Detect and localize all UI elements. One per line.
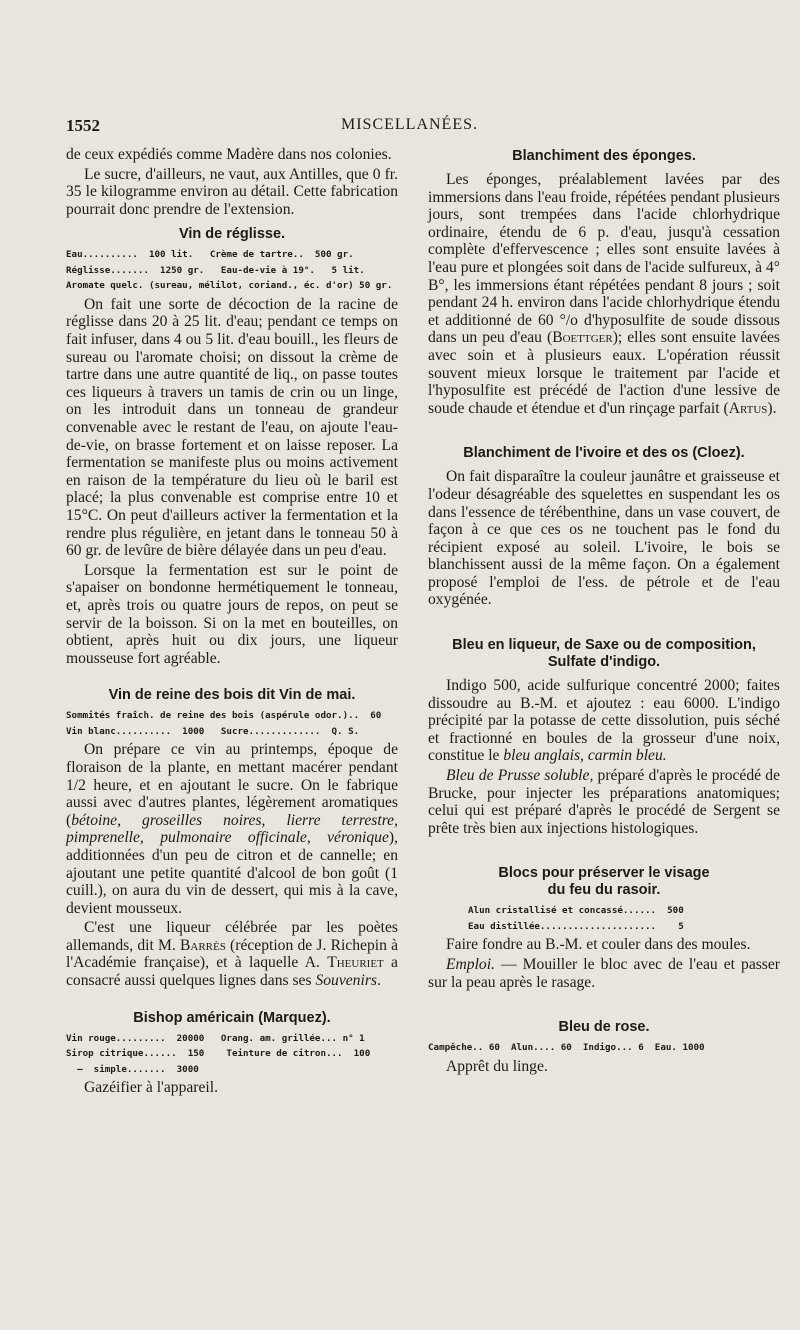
body-paragraph: C'est une liqueur célébrée par les poètes allemands, dit M. Barrès (réception de J. Richepin à l'Académie française), et à laquelle A. Theuriet a consacré aussi quelques lignes dans ses Souvenirs. bbox=[66, 919, 398, 990]
section-title-bleu-liqueur: Bleu en liqueur, de Saxe ou de composition, bbox=[452, 637, 756, 654]
section-title-blocs: Blocs pour préserver le visage bbox=[498, 865, 710, 882]
body-paragraph: On prépare ce vin au printemps, époque de floraison de la plante, en mettant macérer pendant 1/2 heure, et en ajoutant le sucre. On le fabrique aussi avec d'autres plantes, légèrement aromatiques (bétoine, groseilles noires, lierre terrestre, pimprenelle, pulmonaire officinale, véronique), additionnées d'un peu de citron et de cannelle; en ajoutant une petite quantité d'alcool de bon goût (1 cuill.), on aura du vin de dessert, qui mis à la cave, devient mousseux. bbox=[66, 741, 398, 917]
body-paragraph: On fait une sorte de décoction de la racine de réglisse dans 20 à 25 lit. d'eau; pendant ce temps on fait infuser, dans 4 ou 5 lit. d'eau bouill., les fleurs de sureau ou l'aromate choisi; on dissout la crème de tartre dans une autre quantité de liq., on passe toutes ces liqueurs à travers un tamis de crin ou un linge, on les introduit dans un tonneau de grandeur convenable avec le restant de l'eau, on ajoute l'eau-de-vie, on brasse fortement et on laisse reposer. La fermentation se manifeste plus ou moins activement en raison de la température du lieu où le baril est placé; la plus convenable est comprise entre 10 et 15°C. On peut d'ailleurs activer la fermentation et la rendre plus régulière, en jetant dans le tonneau 50 à 60 gr. de levûre de bière délayée dans un peu d'eau. bbox=[66, 295, 398, 560]
recipe-line: Eau distillée..................... 5 bbox=[468, 920, 684, 932]
running-title: MISCELLANÉES. bbox=[341, 116, 478, 133]
section-title-eponges: Blanchiment des éponges. bbox=[512, 148, 696, 164]
left-column bbox=[66, 146, 398, 1099]
recipe-line: Vin rouge......... 20000 Orang. am. grillée... n° 1 bbox=[66, 1032, 365, 1044]
body-paragraph: Bleu de Prusse soluble, préparé d'après le procédé de Brucke, pour injecter les préparations anatomiques; celui qui est préparé d'après le procédé de Sergent se prête très bien aux injections histologiques. bbox=[428, 767, 780, 837]
recipe-line: Sirop citrique...... 150 Teinture de citron... 100 bbox=[66, 1048, 371, 1060]
recipe-line: Campêche.. 60 Alun.... 60 Indigo... 6 Eau. 1000 bbox=[428, 1042, 705, 1054]
recipe-line: Sommités fraîch. de reine des bois (aspérule odor.).. 60 bbox=[66, 710, 382, 722]
section-title-vin-reglisse: Vin de réglisse. bbox=[178, 226, 286, 243]
recipe-line: — simple....... 3000 bbox=[66, 1063, 199, 1075]
recipe-line: Vin blanc.......... 1000 Sucre............. Q. S. bbox=[66, 725, 360, 737]
recipe-line: Aromate quelc. (sureau, mélilot, coriand., éc. d'or) 50 gr. bbox=[66, 280, 393, 292]
recipe-line: Eau.......... 100 lit. Crème de tartre.. 500 gr. bbox=[66, 249, 354, 261]
body-paragraph: On fait disparaître la couleur jaunâtre et graisseuse et l'odeur désagréable des squelettes en suspendant les os dans l'essence de térébenthine, dans un vase couvert, de façon à ce que ces os ne touchent pas le fond du récipient exposé au soleil. L'ivoire, le bois se blanchissent aussi de la même façon. On a également proposé l'emploi de l'ess. de pétrole et de l'eau oxygénée. bbox=[428, 468, 780, 609]
body-paragraph: Les éponges, préalablement lavées par des immersions dans l'eau froide, répétées pendant plusieurs jours, sont trempées dans l'acide chlorhydrique ordinaire, étendu de 6 p. d'eau, jusqu'à cessation complète d'effervescence ; elles sont ensuite lavées à l'eau pure et plongées soit dans de l'acide sulfureux, à 4° B°, les immersions étant répétées pendant 8 jours ; soit pendant 24 h. environ dans l'acide chlorhydrique étendu et additionné de 60 °/o d'hyposulfite de soude dissous dans un peu d'eau (Boettger); elles sont ensuite lavées avec soin et à plusieurs eaux. L'opération réussit souvent mieux lorsque le traitement par l'acide et l'hyposulfite est précédé de l'action d'une lessive de soude chaude et étendue et d'un rinçage parfait (Artus). bbox=[428, 171, 780, 417]
body-paragraph: Lorsque la fermentation est sur le point de s'apaiser on bondonne hermétiquement le tonneau, et, après trois ou quatre jours de repos, on peut se servir de la boisson. Si on la met en bouteilles, on obtient, après huit ou dix jours, une liqueur mousseuse fort agréable. bbox=[66, 561, 398, 667]
body-paragraph: Faire fondre au B.-M. et couler dans des moules. bbox=[446, 936, 751, 954]
body-paragraph: Emploi. — Mouiller le bloc avec de l'eau et passer sur la peau après le rasage. bbox=[428, 956, 780, 991]
running-header bbox=[66, 116, 786, 138]
page-number: 1552 bbox=[66, 116, 100, 135]
recipe-line: Réglisse....... 1250 gr. Eau-de-vie à 19°. 5 lit. bbox=[66, 264, 365, 276]
recipe-line: Alun cristallisé et concassé...... 500 bbox=[468, 905, 684, 917]
section-title-bleu-rose: Bleu de rose. bbox=[558, 1019, 650, 1036]
intro-paragraph-2: Le sucre, d'ailleurs, ne vaut, aux Antilles, que 0 fr. 35 le kilogramme environ au détail. Cette fabrication pourrait donc prendre de l'extension. bbox=[66, 165, 398, 218]
body-paragraph: Indigo 500, acide sulfurique concentré 2000; faites dissoudre au B.-M. et ajoutez : eau 6000. L'indigo précipité par la potasse de cette dissolution, puis séché et fractionné en boules de la grosseur d'une noix, constitue le bleu anglais, carmin bleu. bbox=[428, 677, 780, 765]
section-title-bishop: Bishop américain (Marquez). bbox=[133, 1009, 331, 1026]
section-title-ivoire: Blanchiment de l'ivoire et des os (Cloez). bbox=[463, 445, 745, 462]
section-subtitle-bleu-liqueur: Sulfate d'indigo. bbox=[547, 654, 661, 671]
body-paragraph: Gazéifier à l'appareil. bbox=[84, 1079, 218, 1097]
intro-paragraph-1: de ceux expédiés comme Madère dans nos colonies. bbox=[66, 146, 392, 163]
section-title-vin-reine: Vin de reine des bois dit Vin de mai. bbox=[108, 687, 356, 704]
right-column bbox=[428, 146, 780, 1077]
body-paragraph: Apprêt du linge. bbox=[446, 1057, 548, 1075]
section-subtitle-blocs: du feu du rasoir. bbox=[547, 882, 661, 899]
